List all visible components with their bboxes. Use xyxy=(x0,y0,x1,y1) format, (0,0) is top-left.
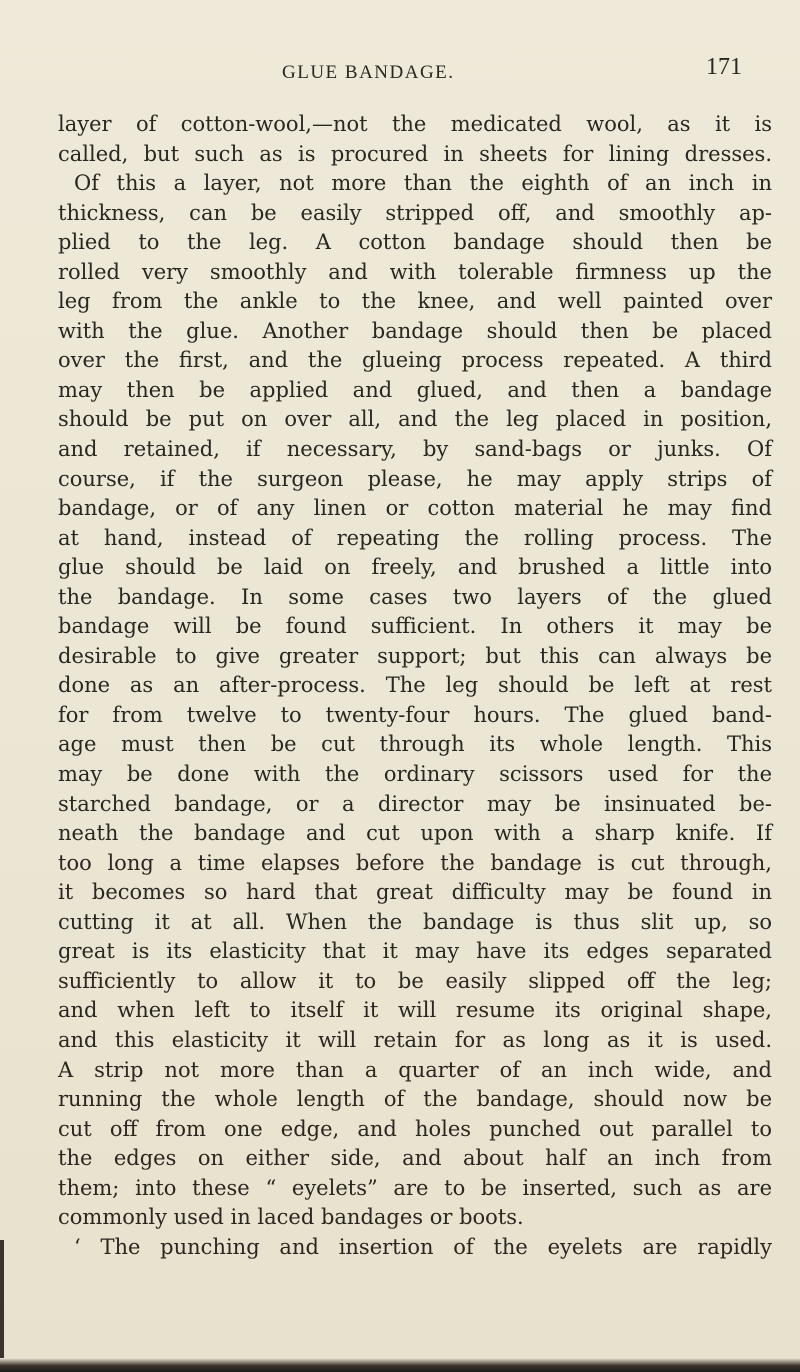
text-line: course, if the surgeon please, he may apply strips of xyxy=(58,466,772,491)
text-line: called, but such as is procured in sheets for lining dresses. xyxy=(58,141,772,166)
text-line: should be put on over all, and the leg placed in position, xyxy=(58,407,772,432)
text-line: bandage, or of any linen or cotton material he may find xyxy=(58,496,772,521)
text-line: great is its elasticity that it may have its edges separated xyxy=(58,939,772,964)
text-line: cut off from one edge, and holes punched out parallel to xyxy=(58,1116,772,1141)
text-line: at hand, instead of repeating the rolling process. The xyxy=(58,525,772,550)
text-line: ‘ The punching and insertion of the eyelets are rapidly xyxy=(74,1234,772,1259)
text-line: it becomes so hard that great difficulty may be found in xyxy=(58,880,772,905)
text-line: plied to the leg. A cotton bandage should then be xyxy=(58,230,772,255)
text-line: starched bandage, or a director may be insinuated be- xyxy=(58,791,772,816)
text-line: may be done with the ordinary scissors used for the xyxy=(58,762,772,787)
text-line: and retained, if necessary, by sand-bags or junks. Of xyxy=(58,437,772,462)
text-line: too long a time elapses before the bandage is cut through, xyxy=(58,850,772,875)
text-line: A strip not more than a quarter of an inch wide, and xyxy=(58,1057,772,1082)
text-line: the bandage. In some cases two layers of the glued xyxy=(58,584,772,609)
page-edge-shadow-left xyxy=(0,1240,4,1372)
text-line: over the first, and the glueing process repeated. A third xyxy=(58,348,772,373)
text-line: bandage will be found sufficient. In others it may be xyxy=(58,614,772,639)
text-line: and this elasticity it will retain for as long as it is used. xyxy=(58,1027,772,1052)
text-line: with the glue. Another bandage should then be placed xyxy=(58,318,772,343)
page-header xyxy=(0,54,800,94)
text-line: leg from the ankle to the knee, and well painted over xyxy=(58,289,772,314)
page-edge-shadow-bottom xyxy=(0,1358,800,1372)
text-line: cutting it at all. When the bandage is thus slit up, so xyxy=(58,909,772,934)
text-line: done as an after-process. The leg should be left at rest xyxy=(58,673,772,698)
text-line: for from twelve to twenty-four hours. The glued band- xyxy=(58,702,772,727)
text-line: them; into these “ eyelets” are to be inserted, such as are xyxy=(58,1175,772,1200)
text-line: neath the bandage and cut upon with a sharp knife. If xyxy=(58,821,772,846)
text-line: may then be applied and glued, and then a bandage xyxy=(58,377,772,402)
text-line: running the whole length of the bandage, should now be xyxy=(58,1087,772,1112)
text-line: sufficiently to allow it to be easily slipped off the leg; xyxy=(58,968,772,993)
text-line: rolled very smoothly and with tolerable firmness up the xyxy=(58,259,772,284)
text-line: and when left to itself it will resume its original shape, xyxy=(58,998,772,1023)
text-line: Of this a layer, not more than the eighth of an inch in xyxy=(74,171,772,196)
text-line: age must then be cut through its whole length. This xyxy=(58,732,772,757)
running-head: GLUE BANDAGE. xyxy=(282,62,455,83)
page-number: 171 xyxy=(706,54,742,80)
text-line: layer of cotton-wool,—not the medicated wool, as it is xyxy=(58,112,772,136)
text-line: glue should be laid on freely, and brushed a little into xyxy=(58,555,772,580)
text-line: desirable to give greater support; but this can always be xyxy=(58,643,772,668)
text-line: commonly used in laced bandages or boots. xyxy=(58,1205,524,1230)
text-line: the edges on either side, and about half an inch from xyxy=(58,1146,772,1171)
body-text xyxy=(58,110,772,1262)
text-line: thickness, can be easily stripped off, and smoothly ap- xyxy=(58,200,772,225)
